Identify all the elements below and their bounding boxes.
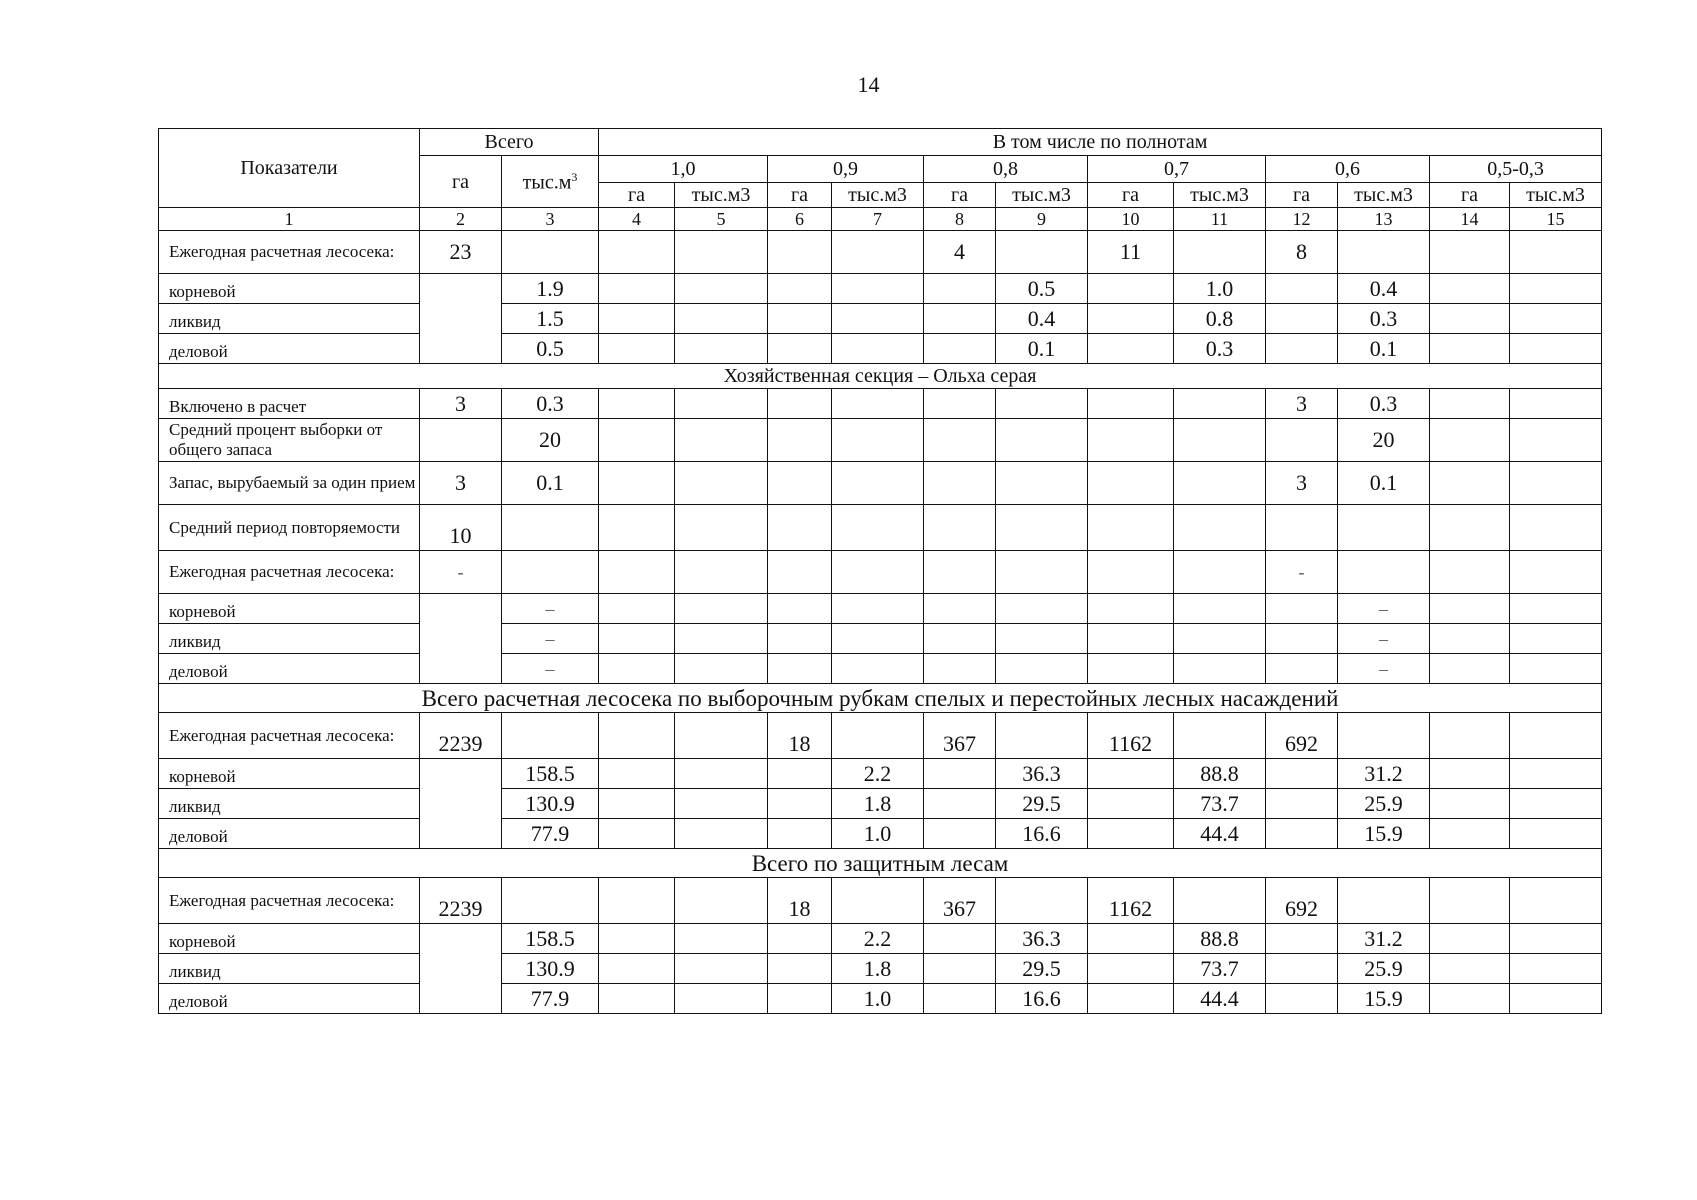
row-label: деловой xyxy=(159,984,420,1014)
header-row xyxy=(159,129,1602,156)
column-number-row xyxy=(159,208,1602,231)
column-number: 7 xyxy=(832,208,924,231)
header-including-by-density: В том числе по полнотам xyxy=(599,129,1602,156)
cell-value: 29.5 xyxy=(996,954,1088,984)
cell-value: 25.9 xyxy=(1338,789,1430,819)
cell-value: 10 xyxy=(420,505,502,551)
table-row xyxy=(159,594,1602,624)
forest-cutting-table xyxy=(158,128,1602,1014)
header-m3: тыс.м3 xyxy=(1174,183,1266,208)
cell-value: 16.6 xyxy=(996,819,1088,849)
row-label: деловой xyxy=(159,334,420,364)
cell-value: 77.9 xyxy=(502,819,599,849)
cell-value: 0.1 xyxy=(1338,462,1430,505)
table-row xyxy=(159,274,1602,304)
section-row xyxy=(159,849,1602,878)
page-number: 14 xyxy=(857,72,880,97)
table-row xyxy=(159,789,1602,819)
header-density-0-6: 0,6 xyxy=(1266,156,1430,183)
cell-value: 77.9 xyxy=(502,984,599,1014)
cell-value: 0.3 xyxy=(1338,389,1430,419)
header-density-0-5-0-3: 0,5-0,3 xyxy=(1430,156,1602,183)
cell-value: 0.3 xyxy=(502,389,599,419)
row-label: корневой xyxy=(159,924,420,954)
row-label: деловой xyxy=(159,819,420,849)
row-label: ликвид xyxy=(159,304,420,334)
column-number: 3 xyxy=(502,208,599,231)
column-number: 4 xyxy=(599,208,675,231)
header-m3: тыс.м3 xyxy=(1338,183,1430,208)
cell-value: 1.5 xyxy=(502,304,599,334)
cell-value: 15.9 xyxy=(1338,819,1430,849)
table-row xyxy=(159,334,1602,364)
header-m3: тыс.м3 xyxy=(832,183,924,208)
table-row xyxy=(159,954,1602,984)
cell-value: – xyxy=(1338,624,1430,654)
section-title-total-protective: Всего по защитным лесам xyxy=(159,849,1602,878)
column-number: 14 xyxy=(1430,208,1510,231)
table-row xyxy=(159,819,1602,849)
column-number: 9 xyxy=(996,208,1088,231)
cell-value: 20 xyxy=(1338,419,1430,462)
header-density-1-0: 1,0 xyxy=(599,156,768,183)
section-row xyxy=(159,684,1602,713)
row-label: Средний период повторяемости xyxy=(159,505,420,551)
cell-value: 4 xyxy=(924,231,996,274)
header-ha: га xyxy=(1430,183,1510,208)
cell-value: – xyxy=(502,624,599,654)
cell-value: 0.5 xyxy=(996,274,1088,304)
cell-value: 692 xyxy=(1266,713,1338,759)
cell-value: 23 xyxy=(420,231,502,274)
cell-value: 2.2 xyxy=(832,924,924,954)
cell-value: – xyxy=(502,594,599,624)
row-label: деловой xyxy=(159,654,420,684)
cell-value: 20 xyxy=(502,419,599,462)
cell-value: - xyxy=(420,551,502,594)
cell-value: 158.5 xyxy=(502,924,599,954)
cell-value: 130.9 xyxy=(502,789,599,819)
cell-value: 130.9 xyxy=(502,954,599,984)
row-label: Включено в расчет xyxy=(159,389,420,419)
cell-value: 158.5 xyxy=(502,759,599,789)
section-title-alder: Хозяйственная секция – Ольха серая xyxy=(159,364,1602,389)
header-ha: га xyxy=(1088,183,1174,208)
column-number: 13 xyxy=(1338,208,1430,231)
cell-value: 0.3 xyxy=(1338,304,1430,334)
cell-value: 0.1 xyxy=(1338,334,1430,364)
cell-value: 88.8 xyxy=(1174,924,1266,954)
cell-value: 29.5 xyxy=(996,789,1088,819)
cell-value: 0.4 xyxy=(996,304,1088,334)
cell-value: – xyxy=(1338,594,1430,624)
cell-value: 367 xyxy=(924,713,996,759)
cell-value: 0.8 xyxy=(1174,304,1266,334)
column-number: 1 xyxy=(159,208,420,231)
row-label: Ежегодная расчетная лесосека: xyxy=(159,878,420,924)
cell-value: 44.4 xyxy=(1174,819,1266,849)
header-density-0-7: 0,7 xyxy=(1088,156,1266,183)
cell-value: 0.1 xyxy=(502,462,599,505)
cell-value: 692 xyxy=(1266,878,1338,924)
cell-value: – xyxy=(502,654,599,684)
cell-value: 11 xyxy=(1088,231,1174,274)
cell-value: 25.9 xyxy=(1338,954,1430,984)
cell-value: 1162 xyxy=(1088,713,1174,759)
cell-value: 36.3 xyxy=(996,924,1088,954)
header-ha: га xyxy=(1266,183,1338,208)
table-row xyxy=(159,419,1602,462)
column-number: 11 xyxy=(1174,208,1266,231)
table-row xyxy=(159,713,1602,759)
row-label: Ежегодная расчетная лесосека: xyxy=(159,551,420,594)
header-total: Всего xyxy=(420,129,599,156)
header-ha: га xyxy=(599,183,675,208)
table-row xyxy=(159,551,1602,594)
header-density-0-9: 0,9 xyxy=(768,156,924,183)
row-label: ликвид xyxy=(159,624,420,654)
cell-value: 0.3 xyxy=(1174,334,1266,364)
header-total-m3: $тыс.м^3$ xyxy=(502,156,599,208)
row-label: Ежегодная расчетная лесосека: xyxy=(159,231,420,274)
section-title-total-selective: Всего расчетная лесосека по выборочным рубкам спелых и перестойных лесных насаждений xyxy=(159,684,1602,713)
column-number: 2 xyxy=(420,208,502,231)
cell-value: 1.0 xyxy=(832,984,924,1014)
cell-value: 0.5 xyxy=(502,334,599,364)
column-number: 5 xyxy=(675,208,768,231)
table-row xyxy=(159,304,1602,334)
cell-value: 1.0 xyxy=(1174,274,1266,304)
column-number: 15 xyxy=(1510,208,1602,231)
cell-value: 44.4 xyxy=(1174,984,1266,1014)
cell-value: 31.2 xyxy=(1338,759,1430,789)
header-m3: тыс.м3 xyxy=(996,183,1088,208)
table-row xyxy=(159,984,1602,1014)
row-label: ликвид xyxy=(159,954,420,984)
cell-value: 3 xyxy=(1266,389,1338,419)
cell-value: 1162 xyxy=(1088,878,1174,924)
cell-value: 1.8 xyxy=(832,789,924,819)
row-label: корневой xyxy=(159,759,420,789)
cell-value: 2239 xyxy=(420,713,502,759)
column-number: 12 xyxy=(1266,208,1338,231)
cell-value: 3 xyxy=(420,462,502,505)
table-row xyxy=(159,654,1602,684)
row-label: Средний процент выборки от общего запаса xyxy=(159,419,420,462)
table-row xyxy=(159,505,1602,551)
cell-value: 1.8 xyxy=(832,954,924,984)
column-number: 10 xyxy=(1088,208,1174,231)
table-row xyxy=(159,624,1602,654)
cell-value: 18 xyxy=(768,713,832,759)
table-row xyxy=(159,759,1602,789)
cell-value: 0.1 xyxy=(996,334,1088,364)
cell-value: - xyxy=(1266,551,1338,594)
cell-value: – xyxy=(1338,654,1430,684)
header-ha: га xyxy=(924,183,996,208)
section-row xyxy=(159,364,1602,389)
table-row xyxy=(159,462,1602,505)
column-number: 8 xyxy=(924,208,996,231)
header-m3: тыс.м3 xyxy=(1510,183,1602,208)
cell-value: 15.9 xyxy=(1338,984,1430,1014)
table-row xyxy=(159,924,1602,954)
row-label: корневой xyxy=(159,274,420,304)
cell-value: 16.6 xyxy=(996,984,1088,1014)
header-indicators: Показатели xyxy=(159,129,420,208)
cell-value: 18 xyxy=(768,878,832,924)
table-row xyxy=(159,389,1602,419)
row-label: корневой xyxy=(159,594,420,624)
table-row xyxy=(159,231,1602,274)
row-label: Запас, вырубаемый за один прием xyxy=(159,462,420,505)
cell-value: 36.3 xyxy=(996,759,1088,789)
cell-value: 1.9 xyxy=(502,274,599,304)
cell-value: 3 xyxy=(1266,462,1338,505)
header-ha: га xyxy=(768,183,832,208)
header-density-0-8: 0,8 xyxy=(924,156,1088,183)
cell-value: 73.7 xyxy=(1174,954,1266,984)
header-m3: тыс.м3 xyxy=(675,183,768,208)
header-total-ha: га xyxy=(420,156,502,208)
table-row xyxy=(159,878,1602,924)
cell-value: 88.8 xyxy=(1174,759,1266,789)
cell-value: 31.2 xyxy=(1338,924,1430,954)
cell-value: 367 xyxy=(924,878,996,924)
cell-value: 3 xyxy=(420,389,502,419)
cell-value: 2.2 xyxy=(832,759,924,789)
cell-value: 2239 xyxy=(420,878,502,924)
cell-value: 73.7 xyxy=(1174,789,1266,819)
cell-value: 8 xyxy=(1266,231,1338,274)
row-label: ликвид xyxy=(159,789,420,819)
cell-value: 0.4 xyxy=(1338,274,1430,304)
cell-value: 1.0 xyxy=(832,819,924,849)
column-number: 6 xyxy=(768,208,832,231)
row-label: Ежегодная расчетная лесосека: xyxy=(159,713,420,759)
